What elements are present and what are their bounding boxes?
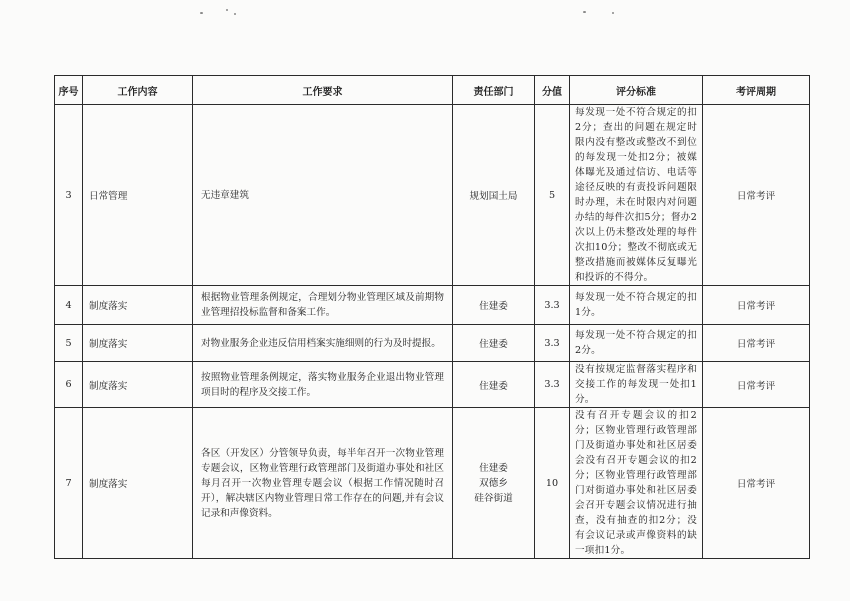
evaluation-period: 日常考评	[703, 105, 810, 286]
evaluation-table	[54, 75, 810, 559]
work-requirement: 按照物业管理条例规定，落实物业服务企业退出物业管理项目时的程序及交接工作。	[193, 362, 453, 408]
header-scoring-standard: 评分标准	[570, 76, 703, 105]
scan-speck	[612, 12, 614, 14]
evaluation-period: 日常考评	[703, 325, 810, 362]
table-row	[55, 325, 810, 362]
scoring-standard: 每发现一处不符合规定的扣2分；查出的问题在规定时限内没有整改或整改不到位的每发现一处扣2分；被媒体曝光及通过信访、电话等途径反映的有责投诉问题限时办理，未在时限内对问题办结的每件次扣5分；督办2次以上仍未整改处理的每件次扣10分；整改不彻底或无整改措施而被媒体反复曝光和投诉的不得分。	[570, 105, 703, 286]
work-content: 制度落实	[83, 325, 193, 362]
work-requirement: 各区（开发区）分管领导负责，每半年召开一次物业管理专题会议，区物业管理行政管理部门及街道办事处和社区每月召开一次物业管理专题会议（根据工作情况随时召开），解决辖区内物业管理日常工作存在的问题,并有会议记录和声像资料。	[193, 408, 453, 559]
work-content: 制度落实	[83, 408, 193, 559]
header-work-content: 工作内容	[83, 76, 193, 105]
work-content: 制度落实	[83, 362, 193, 408]
responsible-department: 住建委	[453, 325, 535, 362]
scoring-standard: 每发现一处不符合规定的扣2分。	[570, 325, 703, 362]
evaluation-period: 日常考评	[703, 408, 810, 559]
table-row	[55, 408, 810, 559]
scan-speck	[583, 11, 586, 13]
evaluation-period: 日常考评	[703, 362, 810, 408]
score-value: 3.3	[535, 362, 570, 408]
scoring-standard: 没有按规定监督落实程序和交接工作的每发现一处扣1分。	[570, 362, 703, 408]
evaluation-period: 日常考评	[703, 286, 810, 325]
department-name: 双德乡	[479, 477, 508, 489]
header-number: 序号	[55, 76, 83, 105]
department-name: 硅谷街道	[474, 492, 513, 504]
scan-speck	[200, 12, 203, 14]
row-number: 7	[55, 408, 83, 559]
work-content: 日常管理	[83, 105, 193, 286]
score-value: 5	[535, 105, 570, 286]
row-number: 6	[55, 362, 83, 408]
responsible-department: 住建委	[453, 362, 535, 408]
header-score: 分值	[535, 76, 570, 105]
header-responsible-department: 责任部门	[453, 76, 535, 105]
work-requirement: 根据物业管理条例规定，合理划分物业管理区域及前期物业管理招投标监督和备案工作。	[193, 286, 453, 325]
row-number: 3	[55, 105, 83, 286]
score-value: 3.3	[535, 325, 570, 362]
scan-speck	[226, 9, 228, 11]
table-row	[55, 286, 810, 325]
header-evaluation-period: 考评周期	[703, 76, 810, 105]
department-name: 住建委	[479, 462, 508, 474]
table-row	[55, 362, 810, 408]
score-value: 10	[535, 408, 570, 559]
work-requirement: 对物业服务企业违反信用档案实施细则的行为及时提报。	[193, 325, 453, 362]
row-number: 5	[55, 325, 83, 362]
scoring-standard: 没有召开专题会议的扣2分；区物业管理行政管理部门及街道办事处和社区居委会没有召开专题会议的扣2分；区物业管理行政管理部门对街道办事处和社区居委会召开专题会议情况进行抽查，没有抽查的扣2分；没有会议记录或声像资料的缺一项扣1分。	[570, 408, 703, 559]
responsible-departments	[453, 408, 535, 559]
score-value: 3.3	[535, 286, 570, 325]
table-row	[55, 105, 810, 286]
scan-speck	[234, 13, 236, 15]
responsible-department: 住建委	[453, 286, 535, 325]
header-work-requirement: 工作要求	[193, 76, 453, 105]
responsible-department: 规划国土局	[453, 105, 535, 286]
scoring-standard: 每发现一处不符合规定的扣1分。	[570, 286, 703, 325]
row-number: 4	[55, 286, 83, 325]
table-header-row	[55, 76, 810, 105]
work-requirement: 无违章建筑	[193, 105, 453, 286]
work-content: 制度落实	[83, 286, 193, 325]
